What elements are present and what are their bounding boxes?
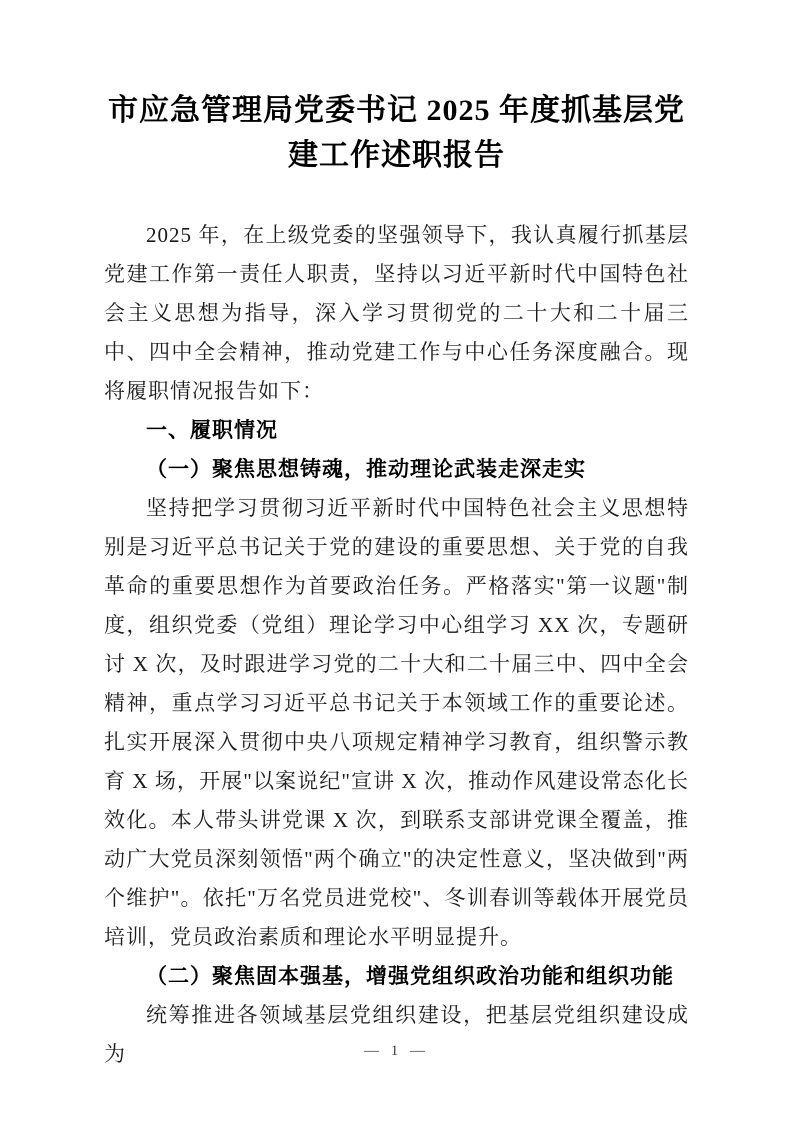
subsection-heading-1: （一）聚焦思想铸魂，推动理论武装走深走实 bbox=[146, 457, 586, 481]
subsection-heading-2: （二）聚焦固本强基，增强党组织政治功能和组织功能 bbox=[146, 964, 674, 988]
document-title: 市应急管理局党委书记 2025 年度抓基层党建工作述职报告 bbox=[108, 94, 685, 172]
paragraph-body-1: 坚持把学习贯彻习近平新时代中国特色社会主义思想特别是习近平总书记关于党的建设的重要思想、关于党的自我革命的重要思想作为首要政治任务。严格落实"第一议题"制度，组织党委（党组）理论学习中心组学习 XX 次，专题研讨 X 次，及时跟进学习党的二十大和二十届三中、四中全会精神，重点学习习近平总书记关于本领域工作的重要论述。扎实开展深入贯彻中央八项规定精神学习教育，组织警示教育 X 场，开展"以案说纪"宣讲 X 次，推动作风建设常态化长效化。本人带头讲党课 X 次，到联系支部讲党课全覆盖，推动广大党员深刻领悟"两个确立"的决定性意义，坚决做到"两个维护"。依托"万名党员进党校"、冬训春训等载体开展党员培训，党员政治素质和理论水平明显提升。 bbox=[104, 496, 689, 949]
paragraph-intro: 2025 年，在上级党委的坚强领导下，我认真履行抓基层党建工作第一责任人职责，坚持以习近平新时代中国特色社会主义思想为指导，深入学习贯彻党的二十大和二十届三中、四中全会精神，推动党建工作与中心任务深度融合。现将履职情况报告如下： bbox=[104, 223, 689, 403]
page-number: — 1 — bbox=[364, 1043, 429, 1059]
paragraph-body-2: 统筹推进各领域基层党组织建设，把基层党组织建设成为 bbox=[104, 1003, 689, 1066]
section-heading-1: 一、履职情况 bbox=[146, 419, 278, 442]
